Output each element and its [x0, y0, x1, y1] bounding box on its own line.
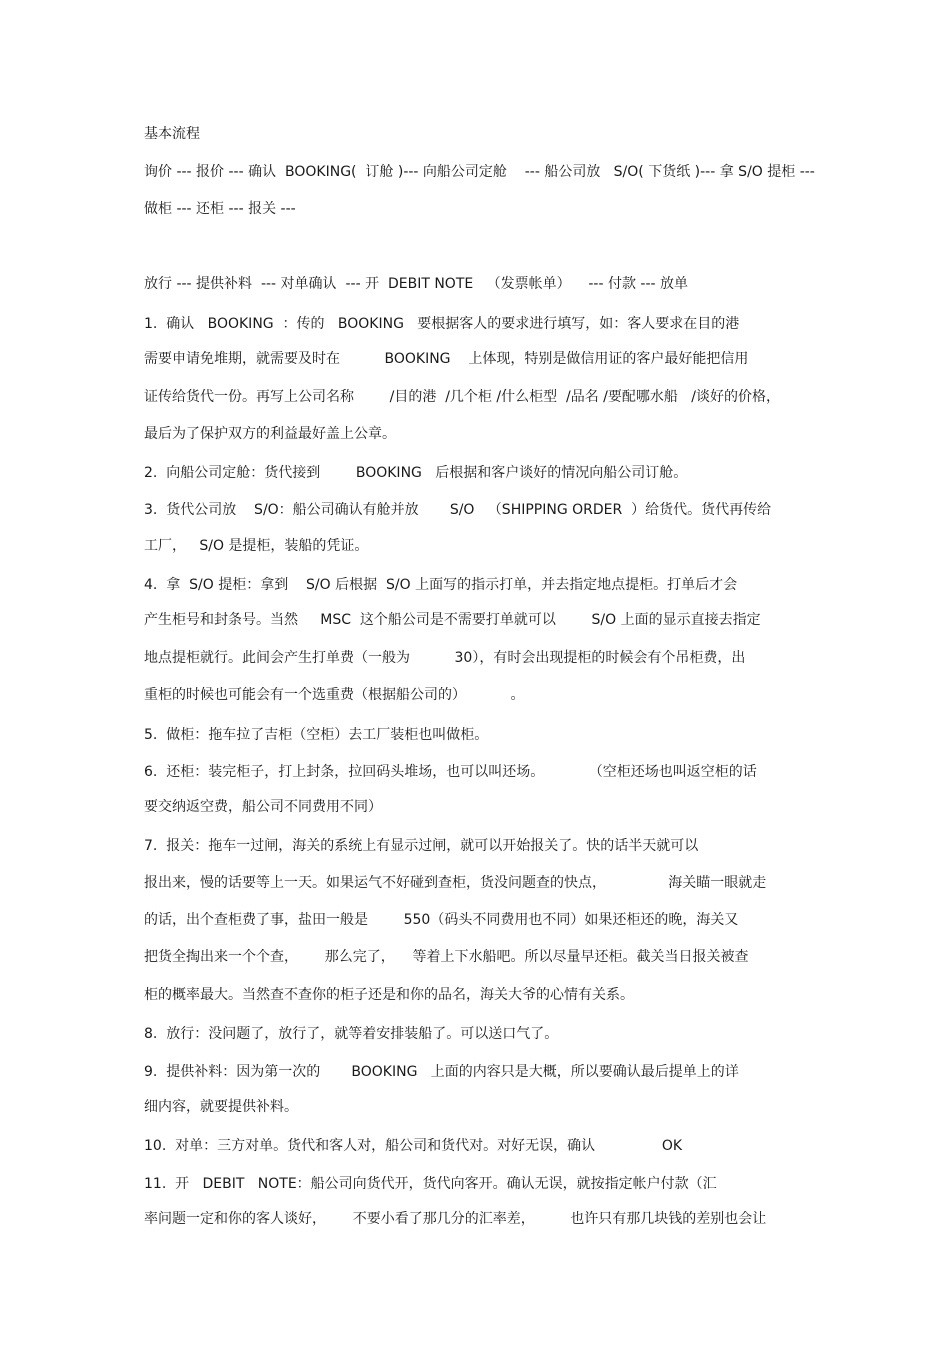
paragraph-line: 需要申请免堆期，就需要及时在 BOOKING 上体现，特别是做信用证的客户最好能把信用: [144, 351, 749, 367]
document-title: 基本流程: [144, 126, 200, 142]
paragraph-line: 报出来，慢的话要等上一天。如果运气不好碰到查柜，货没问题查的快点， 海关瞄一眼就走: [144, 875, 767, 891]
paragraph-line: 9. 提供补料：因为第一次的 BOOKING 上面的内容只是大概，所以要确认最后提单上的详: [144, 1064, 739, 1080]
paragraph-line: 放行 --- 提供补料 --- 对单确认 --- 开 DEBIT NOTE （发票帐单） --- 付款 --- 放单: [144, 276, 689, 292]
paragraph-line: 11. 开 DEBIT NOTE：船公司向货代开，货代向客开。确认无误，就按指定帐户付款（汇: [144, 1176, 717, 1192]
paragraph-line: 柜的概率最大。当然查不查你的柜子还是和你的品名，海关大爷的心情有关系。: [144, 987, 634, 1003]
paragraph-line: 产生柜号和封条号。当然 MSC 这个船公司是不需要打单就可以 S/O 上面的显示直接去指定: [144, 612, 761, 628]
paragraph-line: 工厂， S/O 是提柜，装船的凭证。: [144, 538, 369, 554]
paragraph-line: 证传给货代一份。再写上公司名称 /目的港 /几个柜 /什么柜型 /品名 /要配哪水船 /谈好的价格，: [144, 389, 780, 405]
paragraph-line: 做柜 --- 还柜 --- 报关 ---: [144, 201, 296, 217]
paragraph-line: 4. 拿 S/O 提柜：拿到 S/O 后根据 S/O 上面写的指示打单，并去指定地点提柜。打单后才会: [144, 577, 738, 593]
paragraph-line: 细内容，就要提供补料。: [144, 1099, 298, 1115]
paragraph-line: 率问题一定和你的客人谈好， 不要小看了那几分的汇率差， 也许只有那几块钱的差别也会让: [144, 1211, 767, 1227]
paragraph-line: 地点提柜就行。此间会产生打单费（一般为 30），有时会出现提柜的时候会有个吊柜费，出: [144, 650, 746, 666]
paragraph-line: 询价 --- 报价 --- 确认 BOOKING( 订舱 )--- 向船公司定舱 --- 船公司放 S/O( 下货纸 )--- 拿 S/O 提柜 ---: [144, 164, 815, 180]
paragraph-line: 要交纳返空费，船公司不同费用不同）: [144, 799, 382, 815]
paragraph-line: 10. 对单：三方对单。货代和客人对，船公司和货代对。对好无误，确认 OK: [144, 1138, 683, 1154]
paragraph-line: 2. 向船公司定舱：货代接到 BOOKING 后根据和客户谈好的情况向船公司订舱。: [144, 465, 688, 481]
paragraph-line: 最后为了保护双方的利益最好盖上公章。: [144, 426, 396, 442]
paragraph-line: 1. 确认 BOOKING ：传的 BOOKING 要根据客人的要求进行填写，如：客人要求在目的港: [144, 316, 740, 332]
paragraph-line: 5. 做柜：拖车拉了吉柜（空柜）去工厂装柜也叫做柜。: [144, 727, 489, 743]
paragraph-line: 7. 报关：拖车一过闸，海关的系统上有显示过闸，就可以开始报关了。快的话半天就可以: [144, 838, 699, 854]
paragraph-line: 6. 还柜：装完柜子，打上封条，拉回码头堆场，也可以叫还场。 （空柜还场也叫返空柜的话: [144, 764, 757, 780]
paragraph-line: 3. 货代公司放 S/O：船公司确认有舱并放 S/O （SHIPPING ORDER ）给货代。货代再传给: [144, 502, 772, 518]
paragraph-line: 8. 放行：没问题了，放行了，就等着安排装船了。可以送口气了。: [144, 1026, 559, 1042]
paragraph-line: 的话，出个查柜费了事，盐田一般是 550（码头不同费用也不同）如果还柜还的晚，海关又: [144, 912, 739, 928]
paragraph-line: 重柜的时候也可能会有一个选重费（根据船公司的） 。: [144, 687, 525, 703]
paragraph-line: 把货全掏出来一个个查， 那么完了， 等着上下水船吧。所以尽量早还柜。截关当日报关被查: [144, 949, 749, 965]
